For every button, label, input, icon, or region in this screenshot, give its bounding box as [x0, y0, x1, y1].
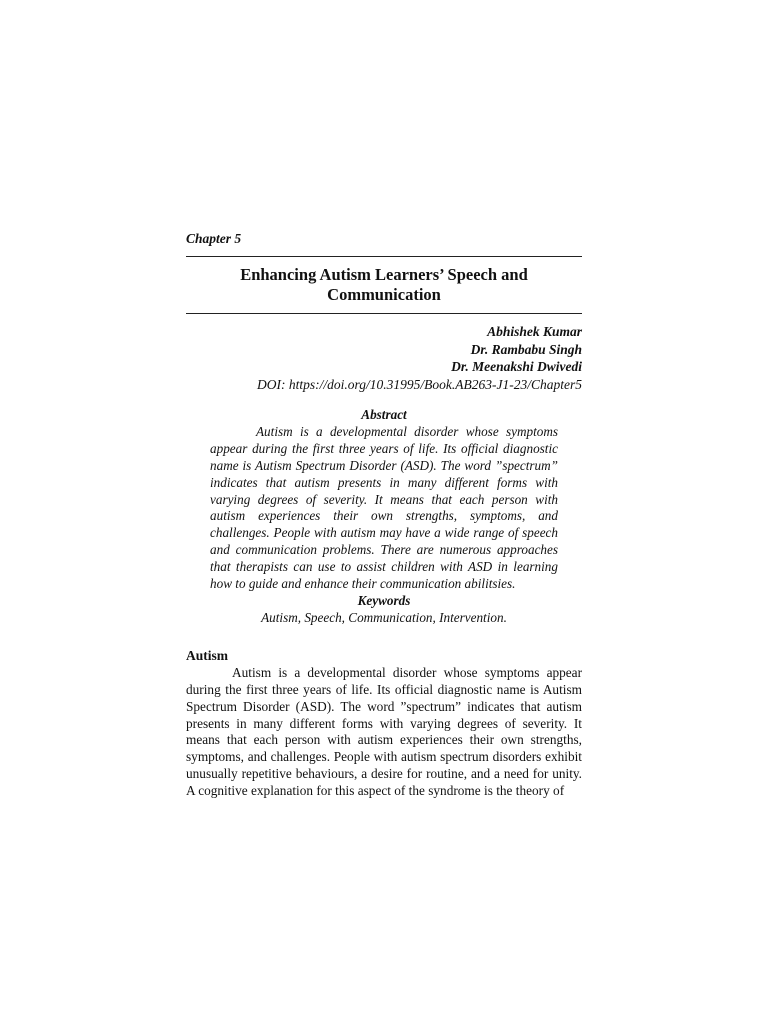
chapter-title — [186, 265, 582, 305]
author-name: Dr. Rambabu Singh — [470, 341, 582, 357]
book-page — [186, 230, 582, 800]
author-block — [186, 323, 582, 393]
abstract-block — [210, 407, 558, 627]
keywords-list: Autism, Speech, Communication, Intervention. — [261, 609, 507, 625]
abstract-body: Autism is a developmental disorder whose symptoms appear during the first three years of life. Its official diagnostic name is Autism Spectrum Disorder (ASD). The word ”spectrum” indicates that autism presents in many different forms with varying degrees of severity. It means that each person with autism experiences their own strengths, symptoms, and challenges. People with autism may have a wide range of speech and communication problems. There are numerous approaches that therapists can use to assist children with ASD in learning how to guide and enhance their communication abilitsies. — [210, 423, 558, 592]
author-name: Dr. Meenakshi Dwivedi — [451, 359, 582, 374]
title-bottom-rule — [186, 313, 582, 314]
keywords-heading: Keywords — [357, 592, 411, 608]
chapter-title-line: Enhancing Autism Learners’ Speech and — [240, 265, 528, 284]
section-body: Autism is a developmental disorder whose symptoms appear during the first three years of life. Its official diagnostic name is Autism Spectrum Disorder (ASD). The word ”spectrum” indicates that autism presents in many different forms with varying degrees of severity. It means that each person with autism experiences their own strengths, symptoms, and challenges. People with autism spectrum disorders exhibit unusually repetitive behaviours, a desire for routine, and a need for unity. A cognitive explanation for this aspect of the syndrome is the theory of — [186, 664, 582, 799]
doi-text: DOI: https://doi.org/10.31995/Book.AB263-J1-23/Chapter5 — [257, 376, 582, 392]
chapter-label: Chapter 5 — [186, 231, 242, 246]
author-name: Abhishek Kumar — [487, 324, 582, 339]
chapter-title-line: Communication — [327, 285, 441, 304]
section-heading: Autism — [186, 647, 229, 663]
title-top-rule — [186, 256, 582, 257]
abstract-heading: Abstract — [361, 407, 407, 422]
